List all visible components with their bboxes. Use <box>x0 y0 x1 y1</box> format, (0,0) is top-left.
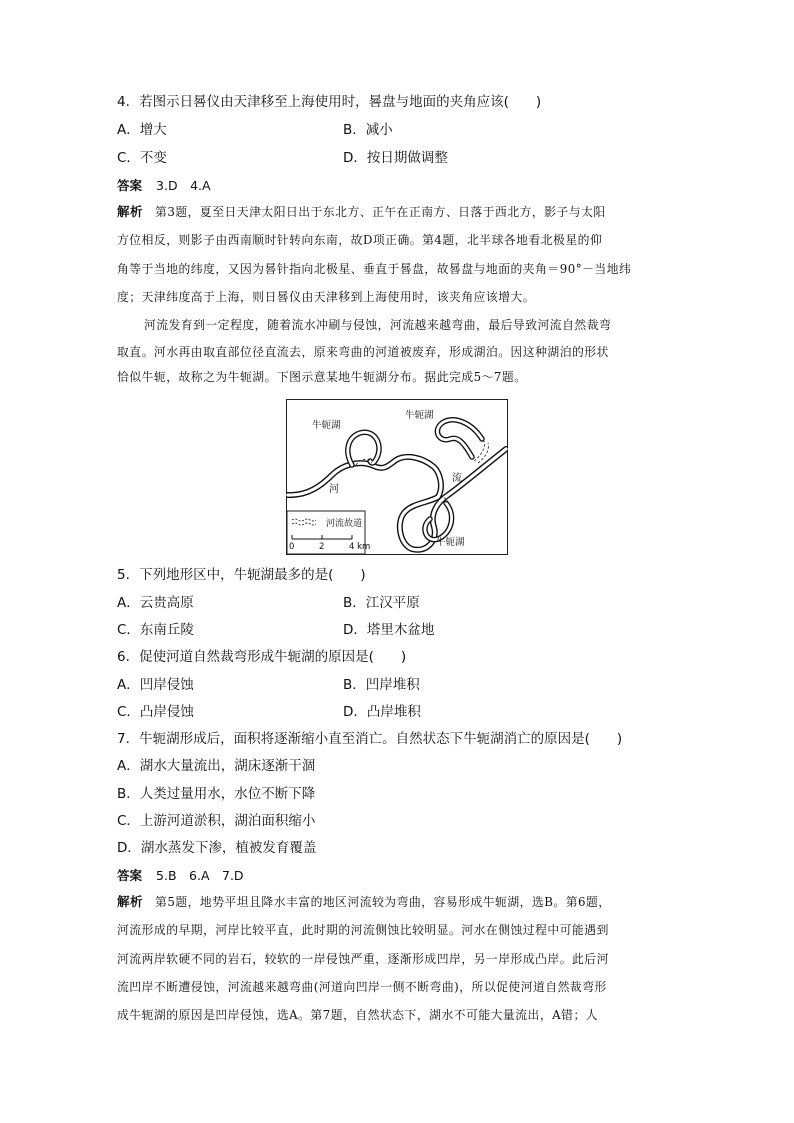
q6-option-d: D．凸岸堆积 <box>343 704 421 720</box>
q7-option-d: D．湖水蒸发下渗，植被发育覆盖 <box>117 840 317 856</box>
q5-option-c: C．东南丘陵 <box>117 622 194 638</box>
intro-line-1: 河流发育到一定程度，随着流水冲刷与侵蚀，河流越来越弯曲，最后导致河流自然裁弯 <box>144 318 612 332</box>
river-label-liu: 流 <box>452 473 462 484</box>
q5-option-a: A．云贵高原 <box>117 595 194 611</box>
explain1-line-4: 度；天津纬度高于上海，则日晷仪由天津移到上海使用时，该夹角应该增大。 <box>117 290 536 304</box>
intro-line-3: 恰似牛轭，故称之为牛轭湖。下图示意某地牛轭湖分布。据此完成5～7题。 <box>117 370 527 384</box>
q6-option-b: B．凹岸堆积 <box>343 677 420 693</box>
explain2-line-3: 河流两岸软硬不同的岩石，较软的一岸侵蚀严重，逐渐形成凹岸，另一岸形成凸岸。此后河 <box>117 952 609 966</box>
q5-option-d: D．塔里木盆地 <box>343 622 435 638</box>
q5-stem: 5．下列地形区中，牛轭湖最多的是( ) <box>117 567 366 583</box>
lake-label-bottom: 牛轭湖 <box>436 537 465 548</box>
oxbow-lake-map <box>286 399 508 555</box>
svg-text:2: 2 <box>319 542 325 552</box>
explain1-line-3: 角等于当地的纬度，又因为晷针指向北极星、垂直于晷盘，故晷盘与地面的夹角＝90°－当地纬 <box>117 262 632 276</box>
explain2-line-4: 流凹岸不断遭侵蚀，河流越来越弯曲(河道向凹岸一侧不断弯曲)，所以促使河道自然裁弯形 <box>117 980 607 994</box>
answer-text: 3.D 4.A <box>156 178 211 193</box>
lake-label-left: 牛轭湖 <box>312 420 341 431</box>
explain2-line-2: 河流形成的早期，河岸比较平直，此时期的河流侧蚀比较明显。河水在侧蚀过程中可能遇到 <box>117 923 609 937</box>
river-label-he: 河 <box>329 484 339 495</box>
svg-text:0: 0 <box>289 542 295 552</box>
q6-option-a: A．凹岸侵蚀 <box>117 677 194 693</box>
answer-text: 5.B 6.A 7.D <box>156 868 244 883</box>
legend-label: 河流故道 <box>326 519 363 529</box>
answer-label: 答案 <box>117 868 143 883</box>
explain2-line-1: 解析 第5题，地势平坦且降水丰富的地区河流较为弯曲，容易形成牛轭湖，选B。第6题， <box>117 894 611 909</box>
q5-option-b: B．江汉平原 <box>343 595 420 611</box>
q7-option-b: B．人类过量用水，水位不断下降 <box>117 786 316 802</box>
q6-option-c: C．凸岸侵蚀 <box>117 704 194 720</box>
q4-stem: 4．若图示日晷仪由天津移至上海使用时，晷盘与地面的夹角应该( ) <box>117 94 542 110</box>
q4-option-a: A．增大 <box>117 122 167 138</box>
answer-block-2 <box>117 870 244 883</box>
explain-label: 解析 <box>117 204 144 219</box>
q7-option-c: C．上游河道淤积，湖泊面积缩小 <box>117 813 316 829</box>
lake-label-top-right: 牛轭湖 <box>405 410 434 421</box>
intro-line-2: 取直。河水再由取直部位径直流去，原来弯曲的河道被废弃，形成湖泊。因这种湖泊的形状 <box>117 345 609 359</box>
explain1-line-2: 方位相反，则影子由西南顺时针转向东南，故D项正确。第4题，北半球各地看北极星的仰 <box>117 233 603 247</box>
q4-option-d: D．按日期做调整 <box>343 150 448 166</box>
q4-option-b: B．减小 <box>343 122 393 138</box>
svg-text:4 km: 4 km <box>349 542 371 552</box>
explain-label: 解析 <box>117 894 144 909</box>
q4-option-c: C．不变 <box>117 150 167 166</box>
q7-option-a: A．湖水大量流出，湖床逐渐干涸 <box>117 758 316 774</box>
explain1-line-1: 解析 第3题，夏至日天津太阳日出于东北方、正午在正南方、日落于西北方，影子与太阳 <box>117 204 606 219</box>
q6-stem: 6．促使河道自然裁弯形成牛轭湖的原因是( ) <box>117 649 407 665</box>
answer-label: 答案 <box>117 178 143 193</box>
q7-stem: 7．牛轭湖形成后，面积将逐渐缩小直至消亡。自然状态下牛轭湖消亡的原因是( ) <box>117 731 623 747</box>
explain2-line-5: 成牛轭湖的原因是凹岸侵蚀，选A。第7题，自然状态下，湖水不可能大量流出，A错；人 <box>117 1008 599 1022</box>
answer-block-1 <box>117 180 211 193</box>
